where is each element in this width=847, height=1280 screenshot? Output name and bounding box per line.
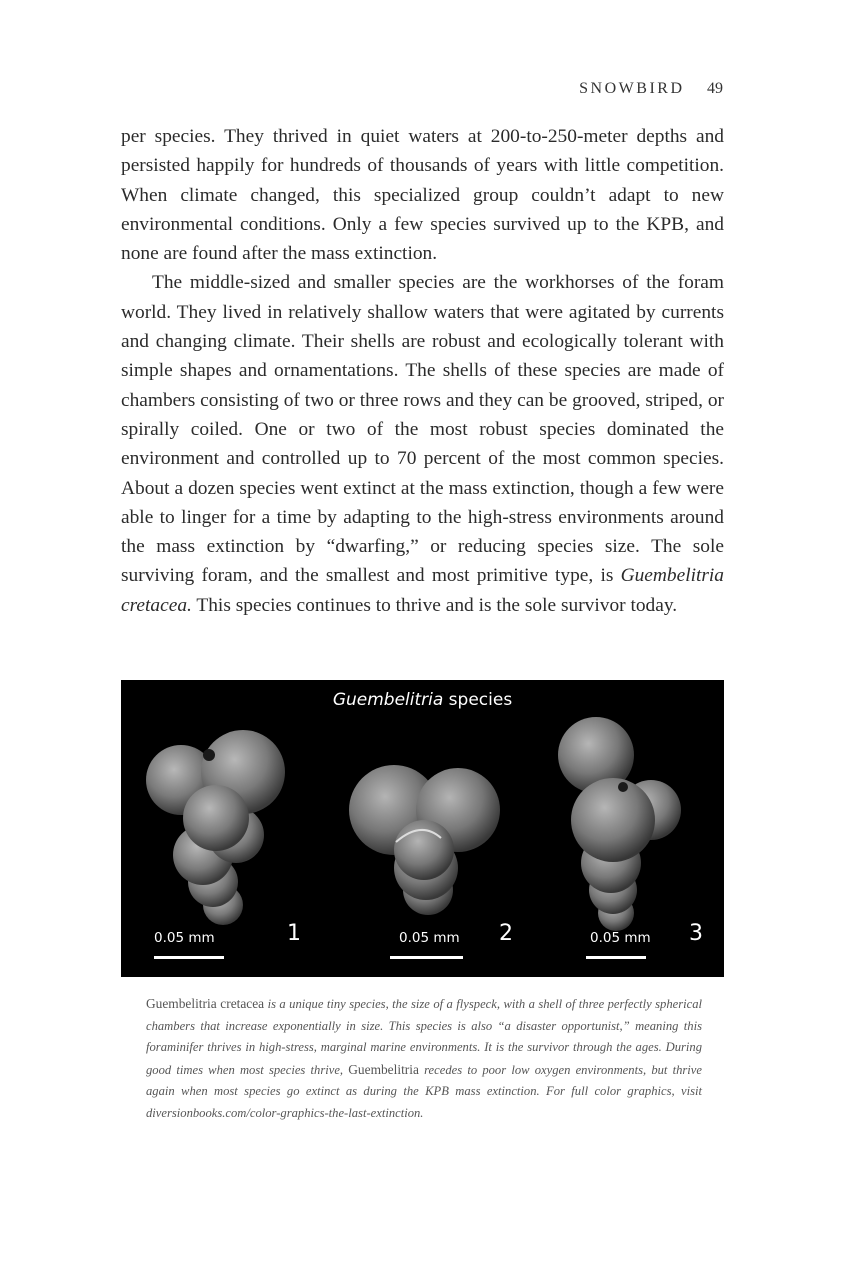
panel-number-3: 3 (689, 921, 703, 946)
species-name-italic: Guembelitria cretacea. (121, 565, 724, 616)
caption-text-1: is a unique tiny species, the size of a flyspeck, with a shell of three perfectly spherical chambers that increase exponentially in size. This species is also “a disaster opportunist,” meaning this foraminifer thrives in high-stress, marginal marine environments. It is the survivor through the ages. During good times when most species thrive, (146, 997, 703, 1077)
caption-text-2: recedes to poor low oxygen environments, but thrive again when most species go extinct as during the KPB mass extinction. For full color graphics, visit diversionbooks.com/color-graphics-the-last-extinction. (146, 1062, 702, 1120)
body-text (121, 122, 724, 620)
specimen-2-sem-image (346, 750, 506, 920)
scale-bar-2 (390, 956, 463, 959)
scale-bar-3 (586, 956, 646, 959)
paragraph-2-text: The middle-sized and smaller species are the workhorses of the foram world. They lived in relatively shallow waters that were agitated by currents and changing climate. Their shells are robust and ecologically tolerant with simple shapes and ornamentations. The shells of these species are made of chambers consisting of two or three rows and they can be grooved, striped, or spirally coiled. One or two of the most robust species dominated the environment and controlled up to 70 percent of the most common species. About a dozen species went extinct at the mass extinction, though a few were able to linger for a time by adapting to the high-stress environments around the mass extinction by “dwarfing,” or reducing species size. The sole surviving foram, and the smallest and most primitive type, is (121, 272, 724, 587)
caption-species-name: Guembelitria cretacea (146, 996, 265, 1011)
paragraph-2 (121, 268, 724, 620)
specimen-3-sem-image (541, 705, 686, 935)
paragraph-2-ending: This species continues to thrive and is the sole survivor today. (191, 594, 678, 616)
figure-guembelitria-species (121, 680, 724, 977)
scale-bar-1 (154, 956, 224, 959)
figure-title-genus: Guembelitria (332, 690, 444, 710)
figure-title-rest: species (443, 690, 513, 710)
scale-label-3: 0.05 mm (590, 930, 651, 946)
scale-label-2: 0.05 mm (399, 930, 460, 946)
paragraph-1: per species. They thrived in quiet waters at 200-to-250-meter depths and persisted happily for hundreds of thousands of years with little competition. When climate changed, this specialized group couldn’t adapt to new environmental conditions. Only a few species survived up to the KPB, and none are found after the mass extinction. (121, 126, 724, 265)
specimen-1-sem-image (141, 710, 291, 935)
running-head (579, 80, 723, 98)
caption-genus-name: Guembelitria (348, 1061, 419, 1077)
running-title: SNOWBIRD (579, 80, 685, 97)
figure-caption (146, 993, 702, 1125)
page-number: 49 (707, 80, 723, 97)
panel-number-1: 1 (287, 921, 301, 946)
panel-number-2: 2 (499, 921, 513, 946)
scale-label-1: 0.05 mm (154, 930, 215, 946)
